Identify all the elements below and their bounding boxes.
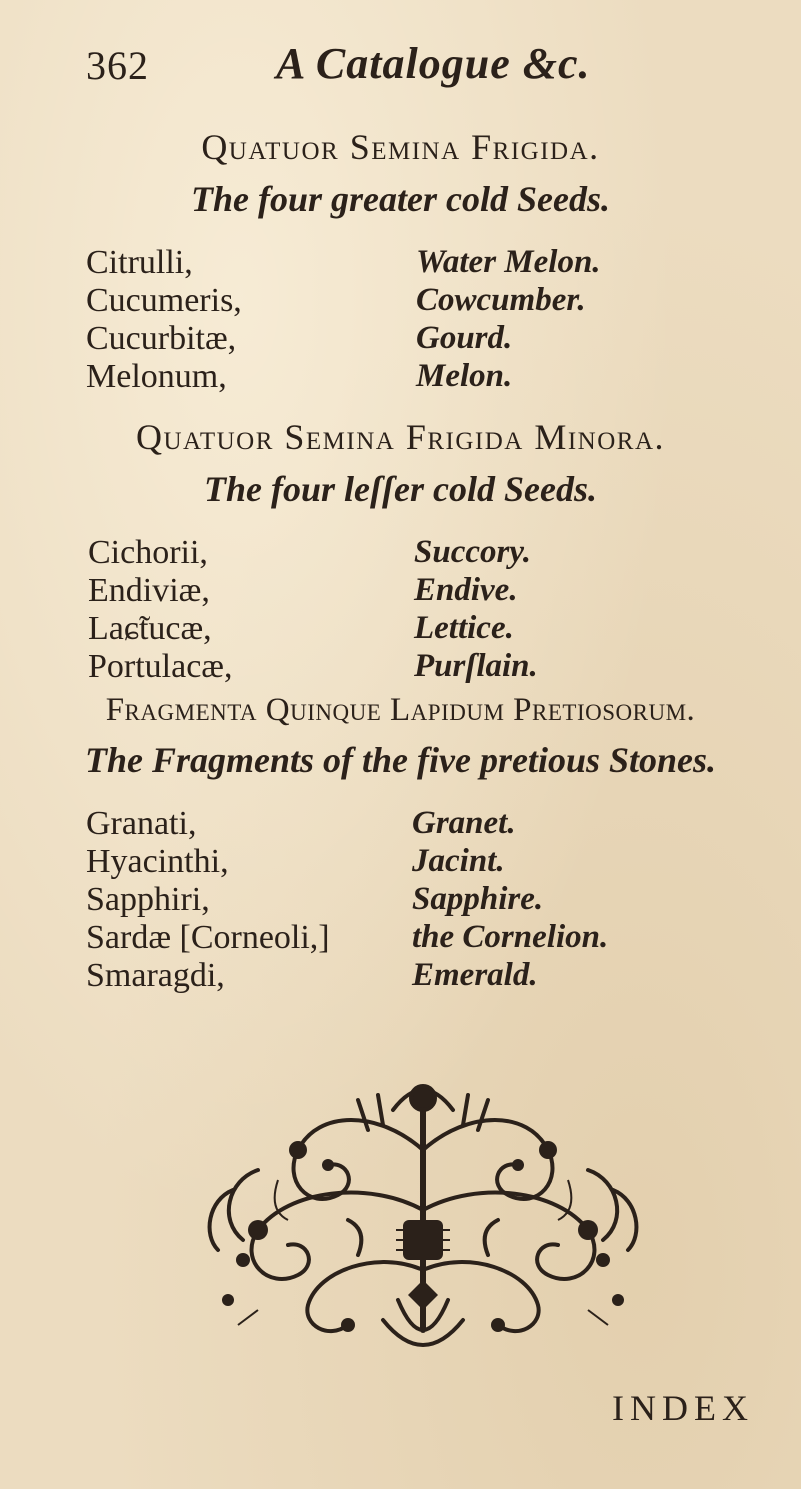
item-list	[0, 805, 801, 995]
latin-name: Portulacæ,	[88, 648, 233, 685]
english-name: Jacint.	[412, 843, 505, 879]
list-item	[0, 320, 801, 358]
english-name: Succory.	[414, 534, 532, 570]
item-list	[0, 244, 801, 396]
running-head	[0, 38, 801, 98]
page-number: 362	[86, 43, 149, 88]
latin-name: Laɕ̃tucæ,	[88, 610, 212, 647]
item-list	[0, 534, 801, 686]
latin-name: Cucurbitæ,	[86, 320, 237, 357]
list-item	[0, 881, 801, 919]
latin-name: Sardæ [Corneoli,]	[86, 919, 330, 956]
english-name: Cowcumber.	[416, 282, 586, 318]
list-item	[0, 282, 801, 320]
list-item	[0, 572, 801, 610]
decorative-tailpiece-icon	[198, 1070, 648, 1370]
list-item	[0, 805, 801, 843]
english-name: Lettice.	[414, 610, 514, 646]
latin-name: Cichorii,	[88, 534, 208, 571]
list-item	[0, 244, 801, 282]
list-item	[0, 534, 801, 572]
latin-name: Melonum,	[86, 358, 227, 395]
running-title: A Catalogue &c.	[276, 39, 591, 88]
section-subtitle: The four greater cold Seeds.	[191, 179, 610, 219]
list-item	[0, 957, 801, 995]
section-subtitle: The Fragments of the five pretious Stones.	[84, 740, 717, 780]
english-name: Sapphire.	[412, 881, 544, 917]
latin-name: Endiviæ,	[88, 572, 210, 609]
english-name: Endive.	[414, 572, 518, 608]
section-precious-stones	[0, 692, 801, 995]
list-item	[0, 610, 801, 648]
list-item	[0, 843, 801, 881]
english-name: Water Melon.	[416, 244, 601, 280]
catchword: INDEX	[612, 1388, 754, 1428]
english-name: Emerald.	[412, 957, 538, 993]
latin-name: Smaragdi,	[86, 957, 225, 994]
section-title: Quatuor Semina Frigida.	[201, 127, 600, 167]
latin-name: Sapphiri,	[86, 881, 210, 918]
list-item	[0, 648, 801, 686]
latin-name: Granati,	[86, 805, 197, 842]
english-name: Melon.	[416, 358, 513, 394]
latin-name: Citrulli,	[86, 244, 193, 281]
latin-name: Cucumeris,	[86, 282, 242, 319]
section-title: Quatuor Semina Frigida Minora.	[135, 417, 666, 457]
english-name: the Cornelion.	[412, 919, 609, 955]
section-greater-cold-seeds	[0, 126, 801, 396]
english-name: Purſlain.	[414, 648, 538, 684]
section-subtitle: The four leſſer cold Seeds.	[204, 469, 597, 509]
english-name: Granet.	[412, 805, 516, 841]
english-name: Gourd.	[416, 320, 513, 356]
section-lesser-cold-seeds	[0, 416, 801, 686]
list-item	[0, 358, 801, 396]
section-title: Fragmenta Quinque Lapidum Pretiosorum.	[105, 692, 696, 728]
list-item	[0, 919, 801, 957]
latin-name: Hyacinthi,	[86, 843, 229, 880]
